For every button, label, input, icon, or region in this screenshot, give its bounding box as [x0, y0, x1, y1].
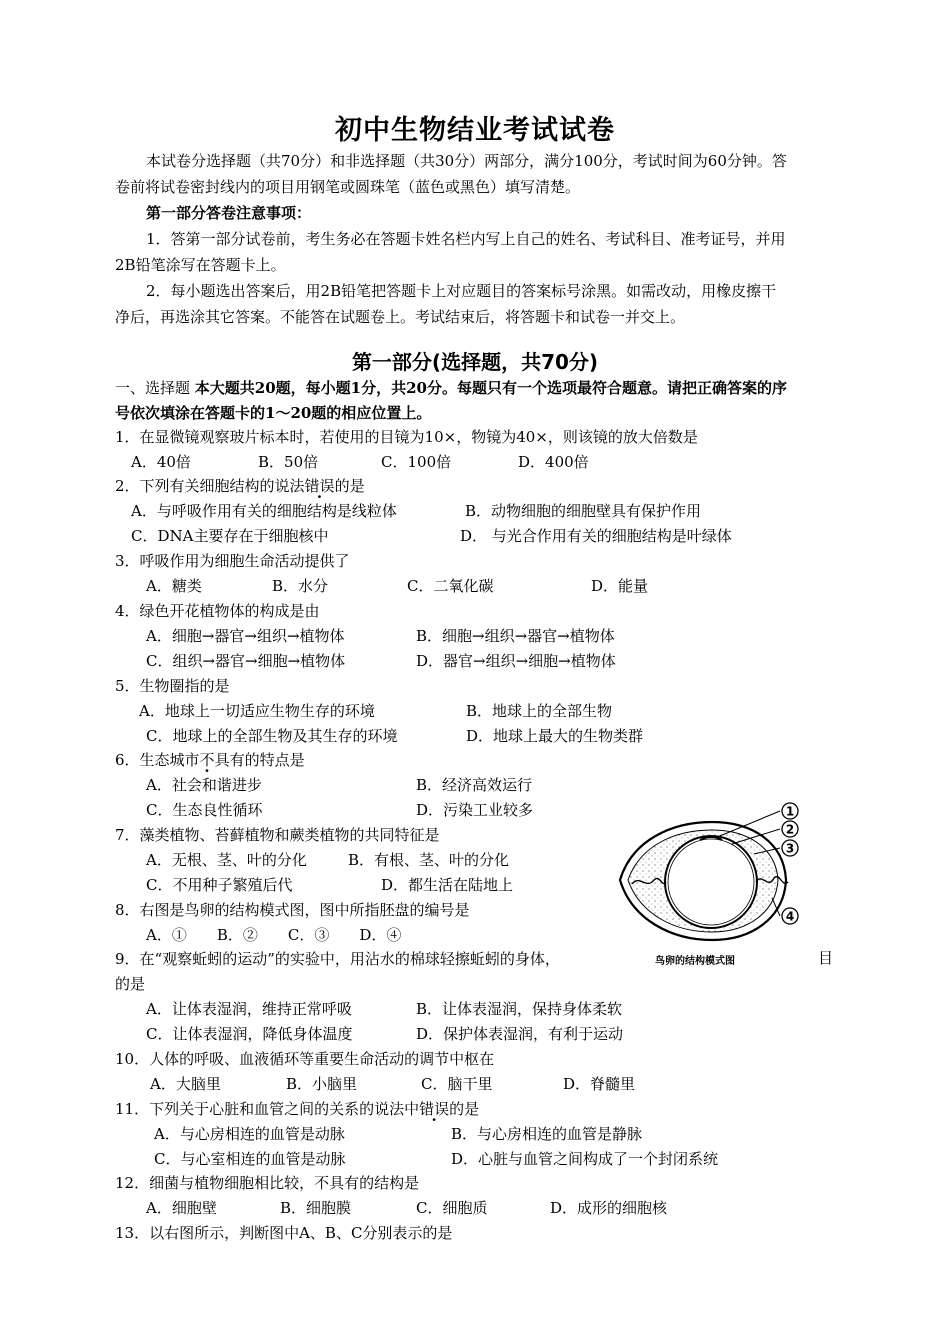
q6-option-a: A．社会和谐进步: [146, 776, 262, 794]
q6-text-pre: 6．生态城市: [115, 751, 200, 769]
egg-yolk: [665, 836, 757, 928]
q4-option-c: C．组织→器官→细胞→植物体: [146, 652, 346, 670]
label-4: [782, 908, 798, 924]
q10-option-b: B．小脑里: [286, 1075, 358, 1093]
question-13: 13．以右图所示，判断图中A、B、C分别表示的是: [115, 1224, 453, 1242]
q5-option-b: B．地球上的全部生物: [466, 702, 613, 720]
part1-title: 第一部分(选择题，共70分): [351, 350, 599, 374]
q2-text-pre: 2．下列有关细胞结构的说法: [115, 477, 305, 495]
intro-line-1: 本试卷分选择题（共70分）和非选择题（共30分）两部分，满分100分，考试时间为60分钟。答: [146, 152, 787, 170]
q7-option-d: D．都生活在陆地上: [381, 876, 514, 894]
q3-option-c: C．二氧化碳: [407, 577, 494, 595]
question-11: [115, 1098, 479, 1120]
q11-emphasis: 错误: [419, 1100, 450, 1118]
q2-option-b: B．动物细胞的细胞壁具有保护作用: [465, 502, 702, 520]
question-9-end: 目: [818, 949, 834, 967]
q3-option-b: B．水分: [272, 577, 329, 595]
q11-option-d: D．心脏与血管之间构成了一个封闭系统: [451, 1150, 719, 1168]
q12-option-d: D．成形的细胞核: [550, 1199, 668, 1217]
q9-option-b: B．让体表湿润，保持身体柔软: [416, 1000, 623, 1018]
svg-text:3: 3: [785, 841, 795, 856]
q7-option-c: C．不用种子繁殖后代: [146, 876, 293, 894]
q1-option-c: C．100倍: [381, 453, 452, 471]
question-2: [115, 475, 365, 497]
q2-text-post: 的是: [334, 477, 365, 495]
q11-option-b: B．与心房相连的血管是静脉: [451, 1125, 643, 1143]
svg-text:4: 4: [785, 909, 795, 924]
question-3: 3．呼吸作用为细胞生命活动提供了: [115, 552, 350, 570]
q4-option-d: D．器官→组织→细胞→植物体: [416, 652, 616, 670]
q1-option-d: D．400倍: [518, 453, 589, 471]
q1-option-b: B．50倍: [258, 453, 319, 471]
label-2: [782, 821, 798, 837]
q11-text-pre: 11．下列关于心脏和血管之间的关系的说法中: [115, 1100, 420, 1118]
label-1: [782, 803, 798, 819]
note-1-line-2: 2B铅笔涂写在答题卡上。: [115, 256, 286, 274]
svg-text:2: 2: [785, 822, 795, 837]
q6-option-b: B．经济高效运行: [416, 776, 533, 794]
note-2-line-1: 2．每小题选出答案后，用2B铅笔把答题卡上对应题目的答案标号涂黑。如需改动，用橡皮擦干: [146, 282, 777, 300]
q3-option-d: D．能量: [591, 577, 649, 595]
q6-option-c: C．生态良性循环: [146, 801, 263, 819]
question-12: 12．细菌与植物细胞相比较，不具有的结构是: [115, 1174, 420, 1192]
q1-option-a: A．40倍: [131, 453, 191, 471]
part1-instructions-2: 号依次填涂在答题卡的1～20题的相应位置上。: [115, 404, 432, 422]
q9-option-d: D．保护体表湿润，有利于运动: [416, 1025, 624, 1043]
q9-option-a: A．让体表湿润，维持正常呼吸: [146, 1000, 352, 1018]
q10-option-a: A．大脑里: [150, 1075, 221, 1093]
intro-line-2: 卷前将试卷密封线内的项目用钢笔或圆珠笔（蓝色或黑色）填写清楚。: [115, 178, 581, 196]
q10-option-c: C．脑干里: [421, 1075, 493, 1093]
q2-option-d: D． 与光合作用有关的细胞结构是叶绿体: [460, 527, 732, 545]
q12-option-b: B．细胞膜: [280, 1199, 352, 1217]
instr-prefix: 一、选择题: [115, 379, 195, 397]
q5-option-c: C．地球上的全部生物及其生存的环境: [146, 727, 398, 745]
q5-option-d: D．地球上最大的生物类群: [466, 727, 644, 745]
question-6: [115, 749, 305, 771]
question-5: 5．生物圈指的是: [115, 677, 230, 695]
q7-option-b: B．有根、茎、叶的分化: [348, 851, 510, 869]
question-9: 9．在“观察蚯蚓的运动”的实验中，用沾水的棉球轻擦蚯蚓的身体，: [115, 950, 560, 968]
note-1-line-1: 1．答第一部分试卷前，考生务必在答题卡姓名栏内写上自己的姓名、考试科目、准考证号，并用: [146, 230, 786, 248]
question-8: 8．右图是鸟卵的结构模式图，图中所指胚盘的编号是: [115, 901, 470, 919]
question-9-cont: 的是: [115, 975, 146, 993]
q8-options: A．① B．② C．③ D．④: [146, 926, 402, 944]
q11-text-post: 的是: [449, 1100, 480, 1118]
question-10: 10．人体的呼吸、血液循环等重要生命活动的调节中枢在: [115, 1050, 495, 1068]
bird-egg-diagram: [612, 798, 840, 966]
svg-text:1: 1: [785, 804, 795, 819]
q4-option-b: B．细胞→组织→器官→植物体: [416, 627, 615, 645]
q7-option-a: A．无根、茎、叶的分化: [146, 851, 307, 869]
q3-option-a: A．糖类: [146, 577, 202, 595]
q2-option-a: A．与呼吸作用有关的细胞结构是线粒体: [131, 502, 397, 520]
q10-option-d: D．脊髓里: [563, 1075, 636, 1093]
q9-option-c: C．让体表湿润，降低身体温度: [146, 1025, 353, 1043]
notes-title: 第一部分答卷注意事项：: [146, 204, 312, 222]
q5-option-a: A．地球上一切适应生物生存的环境: [139, 702, 375, 720]
q2-option-c: C．DNA主要存在于细胞核中: [131, 527, 329, 545]
label-3: [782, 840, 798, 856]
question-4: 4．绿色开花植物体的构成是由: [115, 602, 320, 620]
page-title: 初中生物结业考试试卷: [335, 115, 615, 146]
q12-option-c: C．细胞质: [416, 1199, 488, 1217]
q4-option-a: A．细胞→器官→组织→植物体: [146, 627, 345, 645]
q6-text-post: 具有的特点是: [214, 751, 305, 769]
figure-caption: 鸟卵的结构模式图: [655, 956, 735, 967]
q11-option-a: A．与心房相连的血管是动脉: [154, 1125, 345, 1143]
question-1: 1．在显微镜观察玻片标本时，若使用的目镜为10×，物镜为40×，则该镜的放大倍数是: [115, 428, 698, 446]
q6-emphasis: 不: [199, 751, 215, 769]
part1-instructions-1: [115, 377, 787, 399]
instr-bold-1: 本大题共20题，每小题1分，共20分。每题只有一个选项最符合题意。请把正确答案的序: [194, 379, 787, 397]
q11-option-c: C．与心室相连的血管是动脉: [154, 1150, 346, 1168]
note-2-line-2: 净后，再选涂其它答案。不能答在试题卷上。考试结束后，将答题卡和试卷一并交上。: [115, 308, 686, 326]
q12-option-a: A．细胞壁: [146, 1199, 217, 1217]
question-7: 7．藻类植物、苔藓植物和蕨类植物的共同特征是: [115, 826, 440, 844]
q2-emphasis: 错误: [304, 477, 335, 495]
q6-option-d: D．污染工业较多: [416, 801, 534, 819]
